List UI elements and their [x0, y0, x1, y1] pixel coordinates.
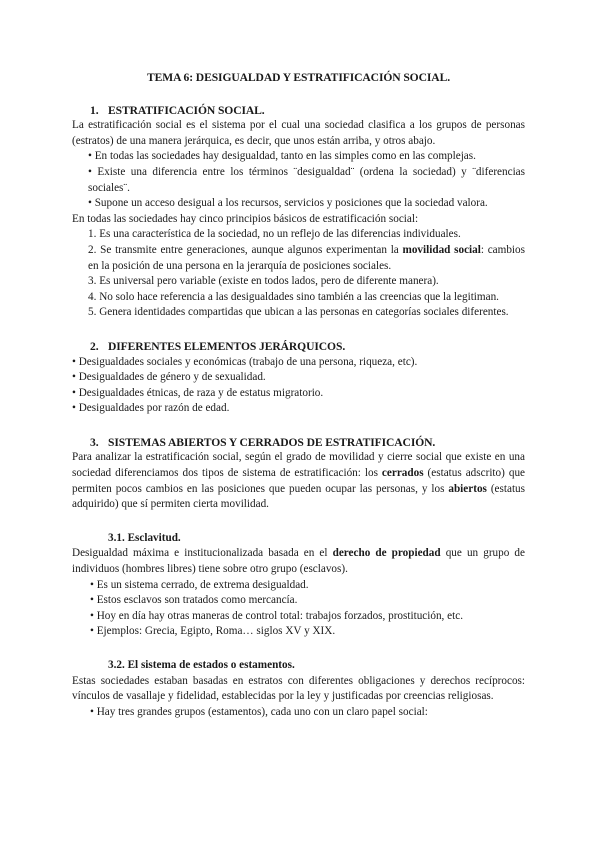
subsection-3-1-bullet: • Hoy en día hay otras maneras de control total: trabajos forzados, prostitución, etc. [90, 609, 463, 622]
section-2-bullet: • Desigualdades de género y de sexualidad. [72, 371, 266, 384]
principle-item: 1. Es una característica de la sociedad, no un reflejo de las diferencias individuales. [88, 228, 461, 241]
section-3-heading: 3. SISTEMAS ABIERTOS Y CERRADOS DE ESTRATIFICACIÓN. [90, 435, 436, 449]
subsection-3-1-para: Desigualdad máxima e institucionalizada basada en el derecho de propiedad que un grupo de individuos (hombres libres) tiene sobre otro grupo (esclavos). [72, 547, 525, 576]
principle-item: 5. Genera identidades compartidas que ubican a las personas en categorías sociales diferentes. [88, 306, 509, 319]
subsection-3-1-bullet: • Ejemplos: Grecia, Egipto, Roma… siglos XV y XIX. [90, 625, 336, 638]
derecho-propiedad-term: derecho de propiedad [332, 547, 441, 560]
abiertos-term: abiertos [448, 482, 487, 495]
page-title: TEMA 6: DESIGUALDAD Y ESTRATIFICACIÓN SOCIAL. [147, 71, 450, 84]
movilidad-social-term: movilidad social [402, 243, 481, 256]
section-2-heading: 2. DIFERENTES ELEMENTOS JERÁRQUICOS. [90, 339, 346, 353]
section-1-bullet: • En todas las sociedades hay desigualdad, tanto en las simples como en las complejas. [88, 150, 476, 163]
principle-item: 3. Es universal pero variable (existe en todos lados, pero de diferente manera). [88, 275, 439, 288]
subsection-3-2-heading: 3.2. El sistema de estados o estamentos. [108, 659, 295, 671]
section-1-intro: La estratificación social es el sistema por el cual una sociedad clasifica a los grupos de personas (estratos) de una manera jerárquica, es decir, que unos están arriba, y otros abajo. [72, 119, 525, 147]
subsection-3-1-bullet: • Estos esclavos son tratados como mercancía. [90, 594, 298, 607]
section-1-bullet: • Supone un acceso desigual a los recursos, servicios y posiciones que la sociedad valora. [88, 197, 488, 210]
subsection-3-1-bullet: • Es un sistema cerrado, de extrema desigualdad. [90, 578, 309, 591]
section-1-bullet: • Existe una diferencia entre los términos ¨desigualdad¨ (ordena la sociedad) y ¨diferencias sociales¨. [88, 165, 525, 194]
principle-item: 2. Se transmite entre generaciones, aunque algunos experimentan la movilidad social: cambios en la posición de una persona en la jerarquía de posiciones sociales. [88, 243, 525, 272]
cerrados-term: cerrados [381, 467, 424, 480]
section-1-heading: 1. ESTRATIFICACIÓN SOCIAL. [90, 103, 265, 117]
principles-intro: En todas las sociedades hay cinco principios básicos de estratificación social: [72, 212, 419, 225]
section-3-intro: Para analizar la estratificación social, según el grado de movilidad y cierre social que existe en una sociedad diferenciamos dos tipos de sistema de estratificación: los cerrados (estatus adscrito) que permiten pocos cambios en las posiciones que pueden ocupar las personas, y los abiertos (estatus adquirido) que sí permiten cierta movilidad. [72, 451, 525, 511]
subsection-3-2-bullet: • Hay tres grandes grupos (estamentos), cada uno con un claro papel social: [90, 705, 428, 718]
subsection-3-2-para: Estas sociedades estaban basadas en estratos con diferentes obligaciones y derechos recíprocos: vínculos de vasallaje y fidelidad, establecidas por la ley y justificadas por creencias religiosas. [72, 674, 525, 703]
section-2-bullet: • Desigualdades por razón de edad. [72, 402, 230, 415]
section-2-bullet: • Desigualdades étnicas, de raza y de estatus migratorio. [72, 386, 324, 399]
subsection-3-1-heading: 3.1. Esclavitud. [108, 531, 181, 544]
section-2-bullet: • Desigualdades sociales y económicas (trabajo de una persona, riqueza, etc). [72, 355, 418, 368]
principle-item: 4. No solo hace referencia a las desigualdades sino también a las creencias que la legitiman. [88, 290, 499, 303]
